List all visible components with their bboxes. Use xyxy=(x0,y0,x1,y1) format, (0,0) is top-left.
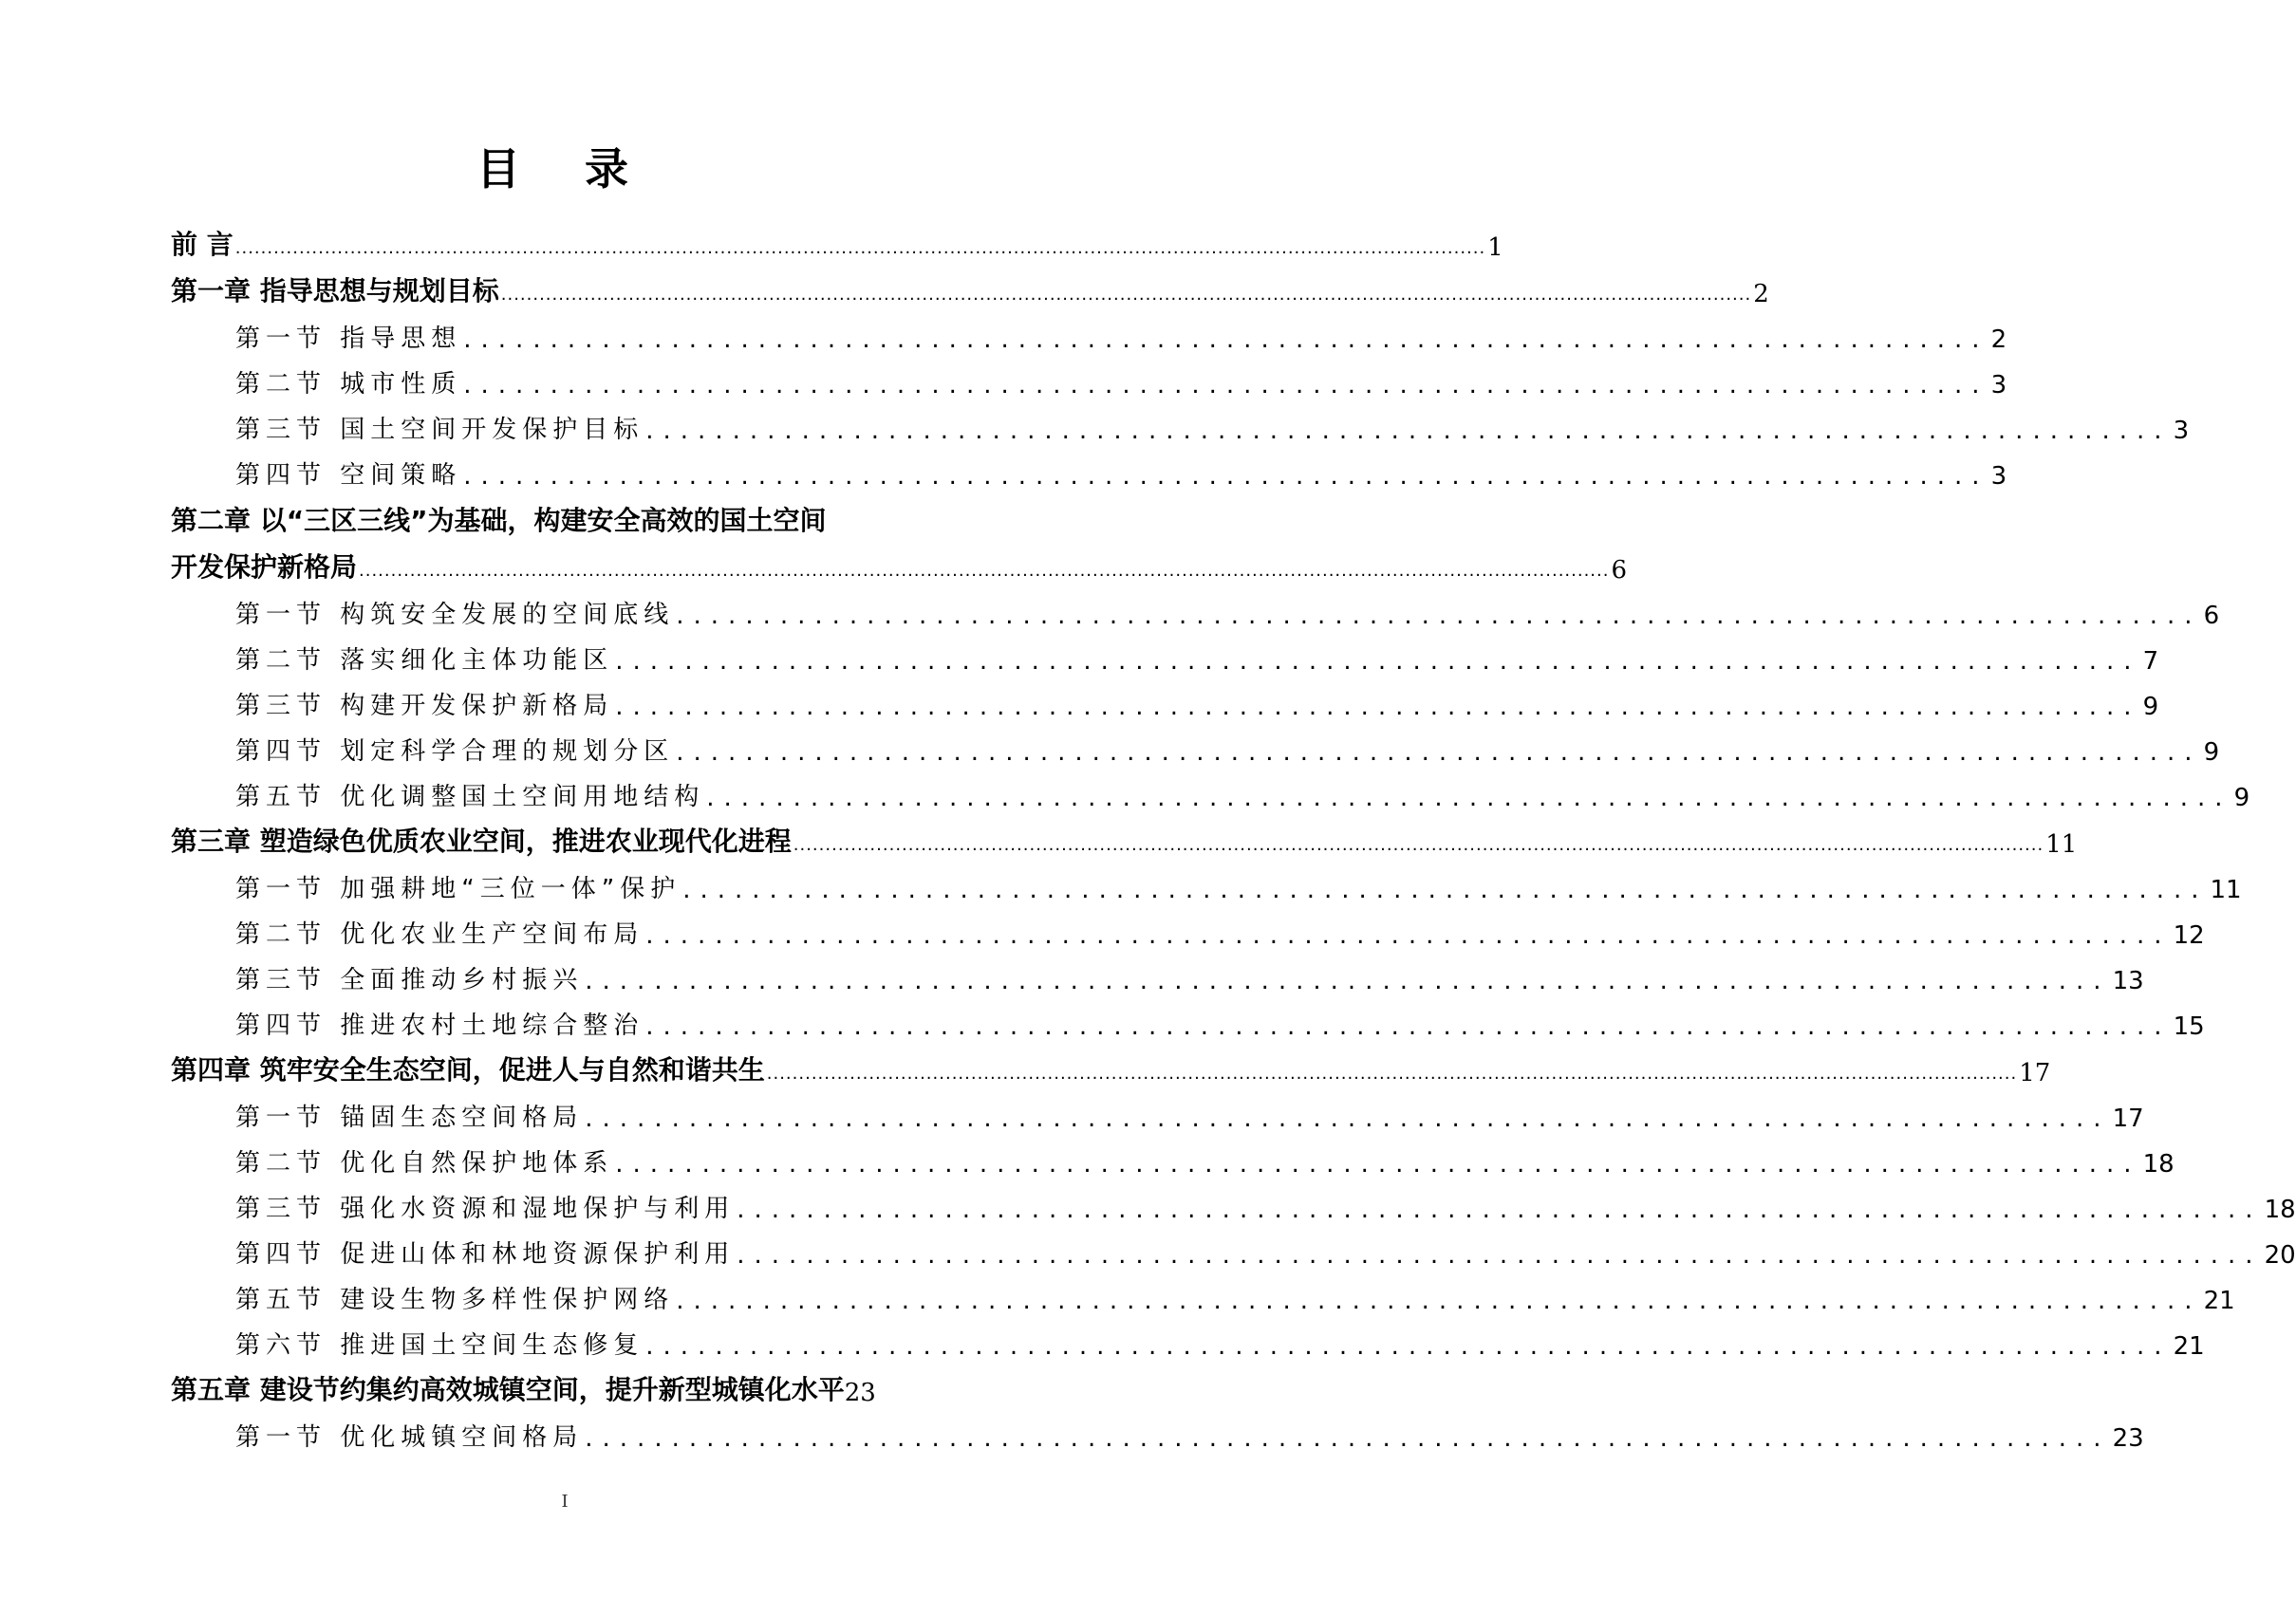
toc-entry-title: 第四节 空间策略 xyxy=(235,461,462,490)
toc-section-entry[interactable] xyxy=(171,995,2205,1041)
toc-page-number: 18 xyxy=(2264,1196,2296,1224)
toc-page-number: 3 xyxy=(1990,371,2007,399)
toc-section-entry[interactable] xyxy=(171,445,2007,491)
toc-leader-dots: .................................................................................................................................................................................................... xyxy=(359,561,1610,581)
toc-entry-title: 第一节 优化城镇空间格局 xyxy=(235,1423,584,1452)
toc-entry-title: 第二节 城市性质 xyxy=(235,370,462,399)
toc-leader-dots: ........................................................................................ xyxy=(645,1332,2172,1361)
toc-page-number: 11 xyxy=(2045,830,2078,859)
toc-entry-title: 第一节 指导思想 xyxy=(235,325,462,353)
toc-section-entry[interactable] xyxy=(171,1224,2296,1270)
toc-entry-title: 第二节 优化农业生产空间布局 xyxy=(235,920,644,949)
toc-section-entry[interactable] xyxy=(171,1315,2205,1361)
toc-leader-dots: ........................................................................................ xyxy=(737,1196,2263,1224)
toc-page-number: 23 xyxy=(844,1379,876,1407)
toc-entry-title: 第二章 以“三区三线”为基础，构建安全高效的国土空间 xyxy=(171,505,827,536)
page-footer-number: I xyxy=(561,1492,569,1512)
toc-section-entry[interactable] xyxy=(171,630,2159,676)
toc-entry-title: 前 言 xyxy=(171,229,233,260)
toc-leader-dots: ........................................................................................ xyxy=(585,967,2111,995)
toc-chapter-entry-line1[interactable] xyxy=(171,491,961,538)
toc-entry-title: 第一节 构筑安全发展的空间底线 xyxy=(235,601,675,629)
toc-page-number: 9 xyxy=(2233,784,2250,812)
toc-page-number: 21 xyxy=(2203,1287,2235,1315)
toc-page-number: 2 xyxy=(1753,280,1769,308)
toc-entry-title: 第二节 落实细化主体功能区 xyxy=(235,646,614,675)
toc-page-number: 3 xyxy=(1990,462,2007,491)
toc-leader-dots: .................................................................................................................................................................................................... xyxy=(234,238,1486,258)
toc-entry-title: 第一节 加强耕地“三位一体”保护 xyxy=(235,875,681,903)
toc-entry-title: 第五节 优化调整国土空间用地结构 xyxy=(235,783,705,811)
toc-page-number: 17 xyxy=(2112,1105,2144,1133)
toc-leader-dots: ........................................................................................ xyxy=(615,647,2141,676)
toc-section-entry[interactable] xyxy=(171,1270,2235,1315)
toc-section-entry[interactable] xyxy=(171,399,2190,445)
toc-leader-dots: ........................................................................................ xyxy=(585,1424,2111,1453)
toc-section-entry[interactable] xyxy=(171,1133,2175,1179)
toc-page-number: 15 xyxy=(2173,1012,2205,1041)
toc-entry-title: 第四章 筑牢安全生态空间，促进人与自然和谐共生 xyxy=(171,1054,765,1086)
toc-section-entry[interactable] xyxy=(171,767,2250,812)
toc-entry-title: 第二节 优化自然保护地体系 xyxy=(235,1149,614,1178)
toc-section-entry[interactable] xyxy=(171,1087,2144,1133)
toc-page-number: 18 xyxy=(2142,1150,2175,1179)
toc-leader-dots: ........................................................................................ xyxy=(682,876,2209,904)
toc-leader-dots: ........................................................................................ xyxy=(676,1287,2202,1315)
toc-chapter-entry[interactable] xyxy=(171,1361,961,1407)
toc-section-entry[interactable] xyxy=(171,1179,2296,1224)
toc-entry-title: 第三节 全面推动乡村振兴 xyxy=(235,966,584,994)
toc-entry-title: 第四节 推进农村土地综合整治 xyxy=(235,1012,644,1040)
toc-entry-title: 第三节 强化水资源和湿地保护与利用 xyxy=(235,1195,736,1223)
toc-page-number: 6 xyxy=(2203,602,2220,630)
toc-leader-dots: ........................................................................................ xyxy=(585,1105,2111,1133)
toc-entry-title: 第一节 锚固生态空间格局 xyxy=(235,1104,584,1132)
toc-chapter-entry[interactable] xyxy=(171,1041,2051,1087)
toc-page-number: 3 xyxy=(2173,417,2190,445)
toc-page-number: 12 xyxy=(2173,921,2205,950)
toc-page-number: 9 xyxy=(2203,738,2220,767)
toc-leader-dots: ........................................................................................ xyxy=(645,921,2172,950)
toc-leader-dots: ........................................................................................ xyxy=(615,693,2141,721)
toc-section-entry[interactable] xyxy=(171,859,2242,904)
toc-entry-title: 第六节 推进国土空间生态修复 xyxy=(235,1331,644,1360)
toc-chapter-entry[interactable] xyxy=(171,812,2078,859)
toc-leader-dots: ........................................................................................ xyxy=(615,1150,2141,1179)
toc-entry-title: 第三节 国土空间开发保护目标 xyxy=(235,416,644,444)
toc-page-number: 1 xyxy=(1487,233,1503,262)
toc-section-entry[interactable] xyxy=(171,308,2007,354)
toc-leader-dots: ........................................................................................ xyxy=(463,371,1989,399)
toc-leader-dots: .................................................................................................................................................................................................... xyxy=(793,835,2044,855)
toc-page-number: 17 xyxy=(2019,1059,2051,1087)
toc-page-number: 2 xyxy=(1990,325,2007,354)
toc-entry-title: 第三节 构建开发保护新格局 xyxy=(235,692,614,720)
toc-entry-title: 第五节 建设生物多样性保护网络 xyxy=(235,1286,675,1314)
toc-entry-title: 第四节 划定科学合理的规划分区 xyxy=(235,737,675,766)
toc-section-entry[interactable] xyxy=(171,721,2220,767)
toc-chapter-entry[interactable] xyxy=(171,218,1503,262)
toc-page-number: 20 xyxy=(2264,1241,2296,1270)
toc-section-entry[interactable] xyxy=(171,1407,2144,1453)
toc-leader-dots: .................................................................................................................................................................................................... xyxy=(500,285,1752,305)
toc-entry-title: 第三章 塑造绿色优质农业空间，推进农业现代化进程 xyxy=(171,826,792,857)
toc-entry-title: 第五章 建设节约集约高效城镇空间，提升新型城镇化水平 xyxy=(171,1374,845,1405)
toc-leader-dots: ........................................................................................ xyxy=(706,784,2232,812)
toc-leader-dots: .................................................................................................................................................................................................... xyxy=(766,1064,2018,1084)
toc-section-entry[interactable] xyxy=(171,585,2220,630)
toc-entry-title: 开发保护新格局 xyxy=(171,551,358,583)
toc-page-number: 11 xyxy=(2210,876,2242,904)
toc-page-number: 21 xyxy=(2173,1332,2205,1361)
toc-section-entry[interactable] xyxy=(171,354,2007,399)
toc-page-number: 23 xyxy=(2112,1424,2144,1453)
toc-entry-title: 第一章 指导思想与规划目标 xyxy=(171,275,499,306)
toc-page-number: 6 xyxy=(1611,556,1628,585)
toc-page-number: 7 xyxy=(2142,647,2159,676)
toc-section-entry[interactable] xyxy=(171,676,2159,721)
toc-entry-title: 第四节 促进山体和林地资源保护利用 xyxy=(235,1240,736,1269)
toc-leader-dots: ........................................................................................ xyxy=(737,1241,2263,1270)
toc-leader-dots: ........................................................................................ xyxy=(676,738,2202,767)
table-of-contents xyxy=(171,218,2296,1453)
toc-leader-dots: ........................................................................................ xyxy=(645,1012,2172,1041)
toc-page-number: 9 xyxy=(2142,693,2159,721)
toc-leader-dots: ........................................................................................ xyxy=(645,417,2172,445)
toc-leader-dots: ........................................................................................ xyxy=(463,325,1989,354)
toc-chapter-entry-line2[interactable] xyxy=(171,538,1628,585)
toc-chapter-entry[interactable] xyxy=(171,262,1769,308)
toc-leader-dots: ........................................................................................ xyxy=(463,462,1989,491)
toc-leader-dots: ........................................................................................ xyxy=(676,602,2202,630)
page-title: 目 录 xyxy=(476,143,653,195)
toc-page-number: 13 xyxy=(2112,967,2144,995)
toc-section-entry[interactable] xyxy=(171,904,2205,950)
toc-section-entry[interactable] xyxy=(171,950,2144,995)
